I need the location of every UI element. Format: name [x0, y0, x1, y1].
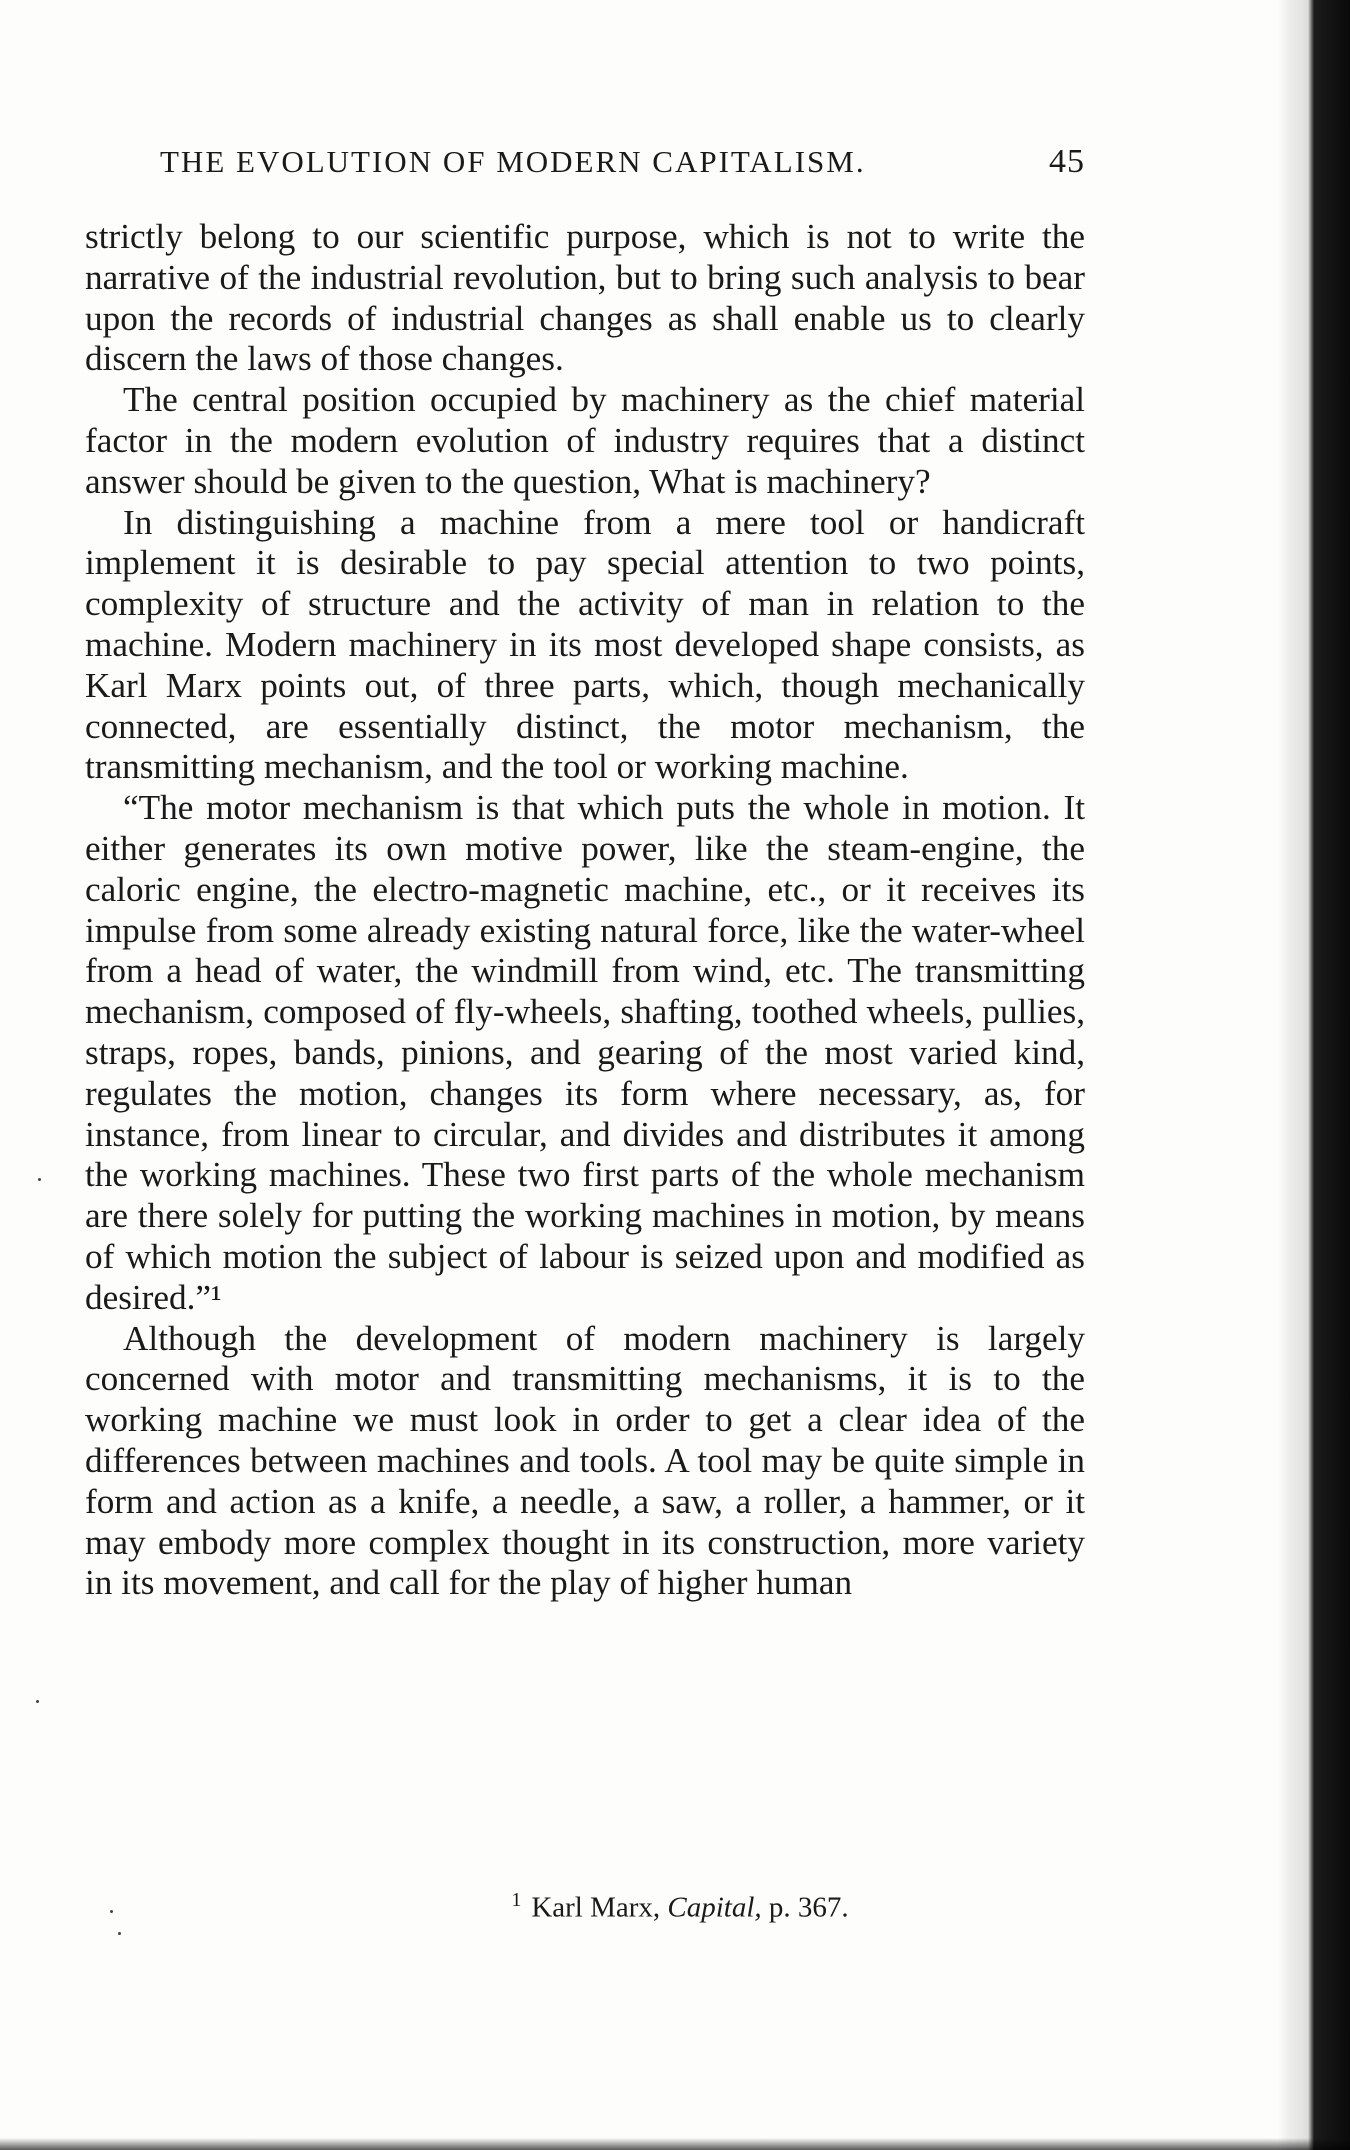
binding-shadow [1278, 0, 1350, 2150]
margin-speck [110, 1910, 113, 1913]
footnote-author: Karl Marx, [531, 1891, 661, 1924]
quoted-paragraph: “The motor mechanism is that which puts the whole in motion. It either generates its own motive power, like the steam-engine, the caloric engine, the electro-magnetic machine, etc., or it receives its impulse from some already existing natural force, like the water-wheel from a head of water, the windmill from wind, etc. The transmitting mechanism, composed of fly-wheels, shafting, toothed wheels, pullies, straps, ropes, bands, pinions, and gearing of the most varied kind, regulates the motion, changes its form where necessary, as, for instance, from linear to circular, and divides and distributes it among the working machines. These two first parts of the whole mechanism are there solely for putting the working machines in motion, by means of which motion the subject of labour is seized upon and modified as desired.”¹ [85, 788, 1085, 1317]
paragraph: Although the development of modern machinery is largely concerned with motor and transmitting mechanisms, it is to the working machine we must look in order to get a clear idea of the differences between machines and tools. A tool may be quite simple in form and action as a knife, a needle, a saw, a roller, a hammer, or it may embody more complex thought in its construction, more variety in its movement, and call for the play of higher human [85, 1318, 1085, 1603]
paragraph: The central position occupied by machinery as the chief material factor in the modern evolution of industry requires that a distinct answer should be given to the question, What is machinery? [85, 380, 1085, 501]
running-head-title: THE EVOLUTION OF MODERN CAPITALISM. [160, 144, 866, 179]
margin-speck [118, 1932, 121, 1935]
paragraph: In distinguishing a machine from a mere tool or handicraft implement it is desirable to pay special attention to two points, complexity of structure and the activity of man in relation to the machine. Modern machinery in its most developed shape consists, as Karl Marx points out, of three parts, which, though mechanically connected, are essentially distinct, the motor mechanism, the transmitting mechanism, and the tool or working machine. [85, 502, 1085, 787]
page-bottom-edge [0, 2138, 1350, 2150]
footnote-page: p. 367. [768, 1891, 849, 1924]
page-number: 45 [1049, 143, 1085, 180]
footnote [0, 1880, 1350, 1928]
margin-speck [38, 1178, 41, 1181]
body-text [85, 217, 1085, 1604]
margin-speck [36, 1700, 39, 1703]
footnote-title: Capital, [667, 1891, 762, 1924]
running-head [160, 140, 1085, 184]
paragraph: strictly belong to our scientific purpose, which is not to write the narrative of the industrial revolution, but to bring such analysis to bear upon the records of industrial changes as shall enable us to clearly discern the laws of those changes. [85, 217, 1085, 379]
footnote-marker: 1 [511, 1889, 522, 1911]
